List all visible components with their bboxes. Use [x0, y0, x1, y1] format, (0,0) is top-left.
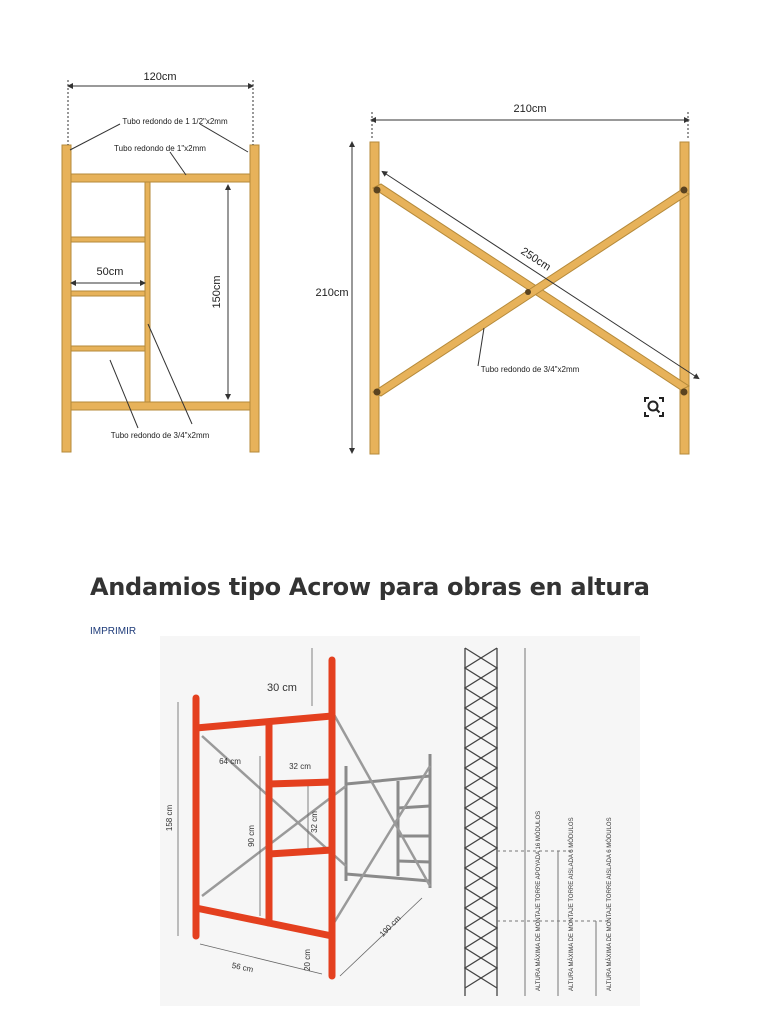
inner-height-label: 90 cm — [247, 825, 256, 847]
brace-down — [373, 184, 689, 390]
front-tube-small-label: Tubo redondo de 3/4"x2mm — [110, 431, 210, 440]
side-brace-label: Tubo redondo de 3/4"x2mm — [480, 365, 580, 374]
side-width-label: 210cm — [513, 103, 547, 115]
rung-2 — [71, 291, 145, 296]
zoom-button[interactable] — [640, 393, 668, 421]
print-link[interactable]: IMPRIMIR — [90, 626, 137, 637]
bottom-rail — [71, 402, 250, 410]
front-tube-main-label: Tubo redondo de 1 1/2"x2mm — [122, 117, 228, 126]
rung-1 — [71, 237, 145, 242]
left-post — [62, 145, 71, 452]
top-rail — [71, 174, 250, 182]
right-post — [250, 145, 259, 452]
page-title: Andamios tipo Acrow para obras en altura — [90, 573, 650, 601]
magnifier-icon — [640, 393, 668, 421]
rung-height-label: 32 cm — [310, 811, 319, 833]
rung-label: 32 cm — [289, 762, 311, 771]
rung-3 — [71, 346, 145, 351]
front-frame-dimensions — [68, 80, 253, 428]
front-rung-label: 50cm — [96, 266, 124, 278]
inner-post — [145, 182, 150, 402]
base-label: 56 cm — [230, 960, 255, 975]
front-frame — [62, 145, 259, 452]
front-width-label: 120cm — [143, 71, 177, 83]
depth-label: 30 cm — [267, 682, 297, 694]
length-label: 190 cm — [377, 913, 403, 939]
foot-label: 20 cm — [303, 949, 312, 971]
total-height-label: 158 cm — [165, 804, 174, 832]
tower-note-3: ALTURA MÁXIMA DE MONTAJE TORRE AISLADA 6 MÓDULOS — [607, 817, 613, 991]
side-diagonal-label: 250cm — [518, 245, 553, 274]
tower-note-2: ALTURA MÁXIMA DE MONTAJE TORRE AISLADA 6 MÓDULOS — [569, 817, 575, 991]
acrow-scaffold-diagram — [160, 636, 640, 1006]
front-tube-mid-label: Tubo redondo de 1"x2mm — [114, 144, 206, 153]
width-label: 64 cm — [219, 757, 241, 766]
tower-note-1: ALTURA MÁXIMA DE MONTAJE TORRE APOYADA 16 MÓDULOS — [536, 810, 542, 991]
front-height-label: 150cm — [211, 275, 223, 309]
side-height-label: 210cm — [315, 287, 349, 299]
